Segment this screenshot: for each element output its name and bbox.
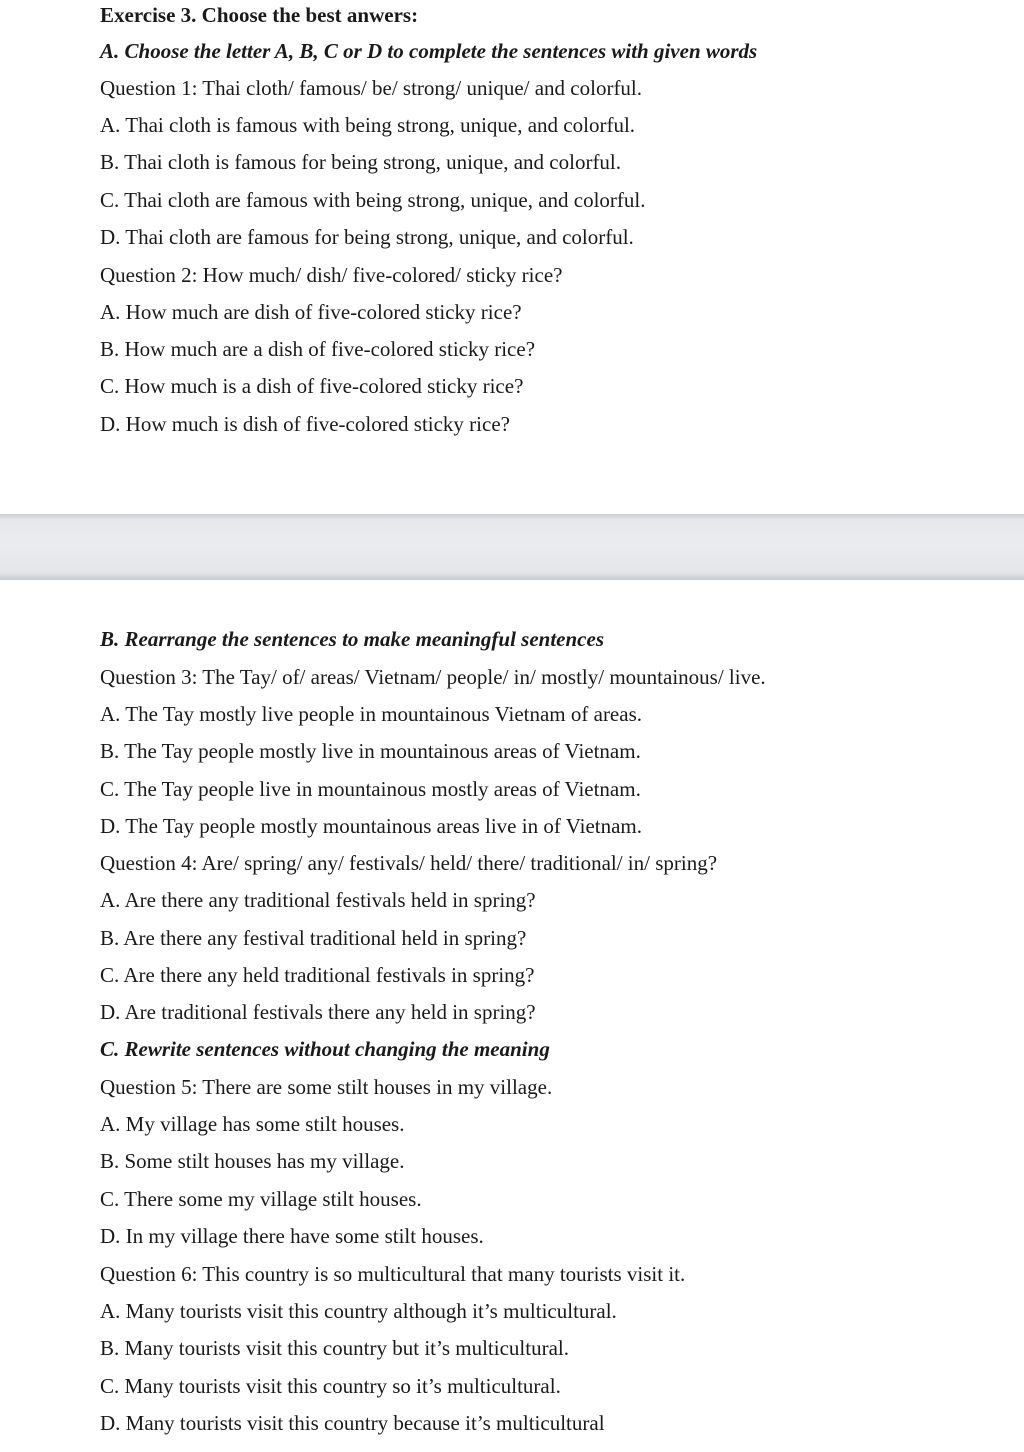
exercise-title: Exercise 3. Choose the best anwers: xyxy=(100,3,419,27)
question-3-option-d: D. The Tay people mostly mountainous areas live in of Vietnam. xyxy=(100,814,643,838)
question-5-option-c: C. There some my village stilt houses. xyxy=(100,1187,422,1211)
question-1-option-b: B. Thai cloth is famous for being strong, unique, and colorful. xyxy=(100,150,622,174)
question-6-option-b: B. Many tourists visit this country but it’s multicultural. xyxy=(100,1336,569,1360)
question-2-option-b: B. How much are a dish of five-colored sticky rice? xyxy=(100,337,536,361)
question-4-prompt: Question 4: Are/ spring/ any/ festivals/ held/ there/ traditional/ in/ spring? xyxy=(100,851,718,875)
question-1-option-a: A. Thai cloth is famous with being strong, unique, and colorful. xyxy=(100,113,636,137)
question-6-option-d: D. Many tourists visit this country because it’s multicultural xyxy=(100,1411,605,1435)
question-2-option-a: A. How much are dish of five-colored sticky rice? xyxy=(100,300,522,324)
question-3-option-a: A. The Tay mostly live people in mountainous Vietnam of areas. xyxy=(100,702,643,726)
section-b-heading: B. Rearrange the sentences to make meaningful sentences xyxy=(100,627,604,651)
question-4-option-b: B. Are there any festival traditional held in spring? xyxy=(100,926,527,950)
question-5-option-d: D. In my village there have some stilt houses. xyxy=(100,1224,484,1248)
question-3-prompt: Question 3: The Tay/ of/ areas/ Vietnam/ people/ in/ mostly/ mountainous/ live. xyxy=(100,665,766,689)
section-c-heading: C. Rewrite sentences without changing the meaning xyxy=(100,1037,550,1061)
question-1-prompt: Question 1: Thai cloth/ famous/ be/ strong/ unique/ and colorful. xyxy=(100,76,643,100)
question-2-option-d: D. How much is dish of five-colored sticky rice? xyxy=(100,412,510,436)
question-5-option-b: B. Some stilt houses has my village. xyxy=(100,1149,405,1173)
question-4-option-d: D. Are traditional festivals there any held in spring? xyxy=(100,1000,536,1024)
question-3-option-b: B. The Tay people mostly live in mountainous areas of Vietnam. xyxy=(100,739,641,763)
question-4-option-c: C. Are there any held traditional festivals in spring? xyxy=(100,963,535,987)
question-5-prompt: Question 5: There are some stilt houses in my village. xyxy=(100,1075,553,1099)
question-1-option-c: C. Thai cloth are famous with being strong, unique, and colorful. xyxy=(100,188,646,212)
question-1-option-d: D. Thai cloth are famous for being strong, unique, and colorful. xyxy=(100,225,634,249)
question-5-option-a: A. My village has some stilt houses. xyxy=(100,1112,405,1136)
question-6-option-a: A. Many tourists visit this country although it’s multicultural. xyxy=(100,1299,617,1323)
question-6-prompt: Question 6: This country is so multicultural that many tourists visit it. xyxy=(100,1262,686,1286)
question-2-option-c: C. How much is a dish of five-colored sticky rice? xyxy=(100,374,524,398)
section-a-heading: A. Choose the letter A, B, C or D to complete the sentences with given words xyxy=(100,39,758,63)
question-6-option-c: C. Many tourists visit this country so it’s multicultural. xyxy=(100,1374,561,1398)
question-4-option-a: A. Are there any traditional festivals held in spring? xyxy=(100,888,536,912)
page-separator-band xyxy=(0,514,1024,580)
question-3-option-c: C. The Tay people live in mountainous mostly areas of Vietnam. xyxy=(100,777,641,801)
question-2-prompt: Question 2: How much/ dish/ five-colored/ sticky rice? xyxy=(100,263,563,287)
